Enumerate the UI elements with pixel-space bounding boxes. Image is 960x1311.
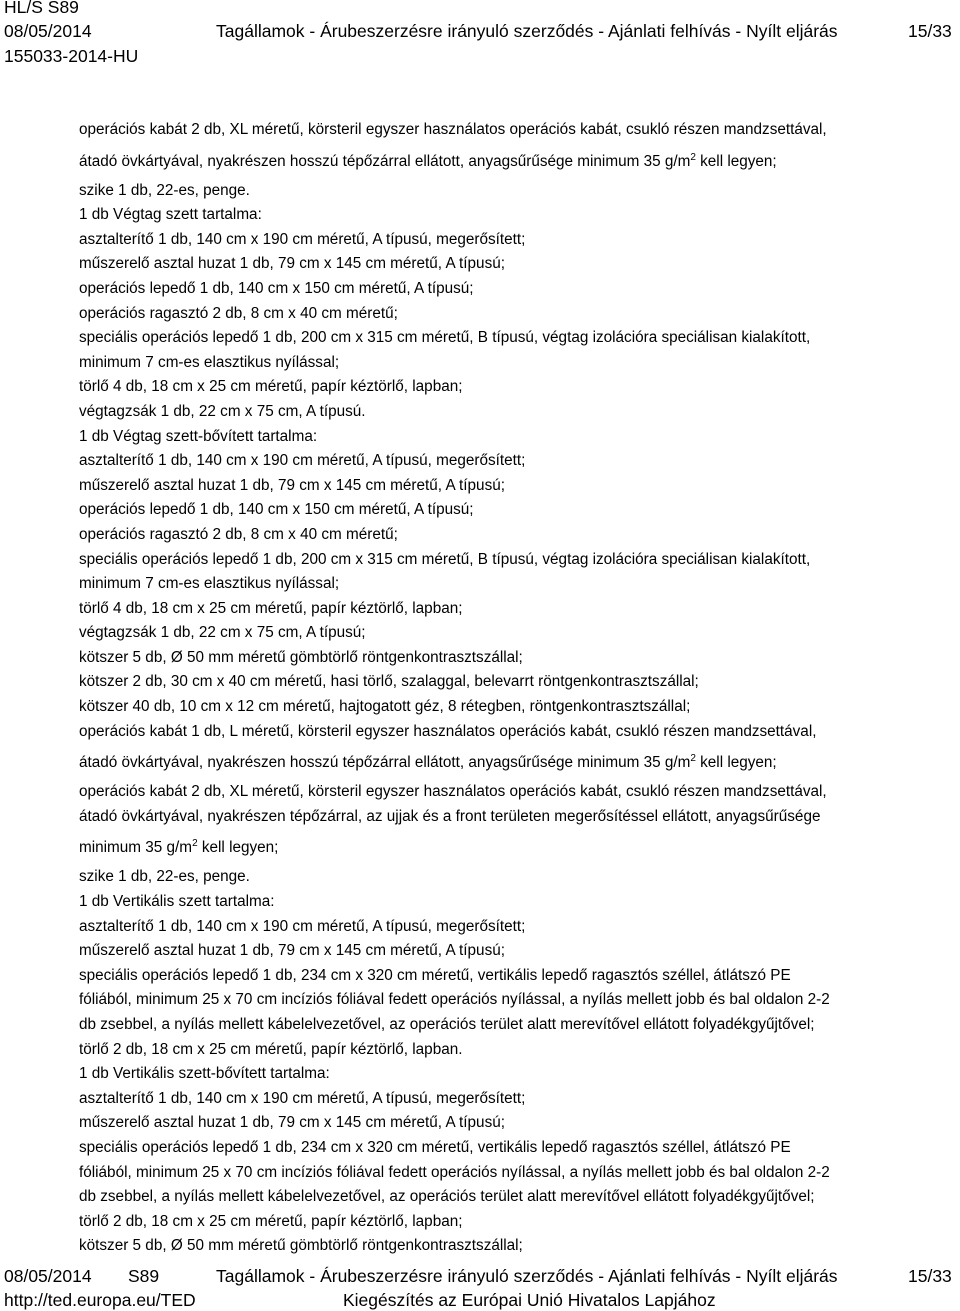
footer-date: 08/05/2014	[4, 1266, 92, 1286]
text-line: asztalterítő 1 db, 140 cm x 190 cm méretű, A típusú, megerősített;	[79, 452, 526, 470]
text-line: minimum 7 cm-es elasztikus nyílással;	[79, 575, 340, 593]
text-line: minimum 35 $g/m^2$ kell legyen;	[79, 838, 279, 857]
text-line: db zsebbel, a nyílás mellett kábelelvezetővel, az operációs terület alatt merevítővel ellátott folyadékgyűjtővel;	[79, 1188, 815, 1206]
section-heading: 1 db Vertikális szett tartalma:	[79, 893, 275, 911]
text-line: operációs ragasztó 2 db, 8 cm x 40 cm méretű;	[79, 525, 398, 543]
footer-title: Tagállamok - Árubeszerzésre irányuló szerződés - Ajánlati felhívás - Nyílt eljárás	[216, 1266, 838, 1286]
notice-id: 155033-2014-HU	[4, 46, 139, 66]
text-line: átadó övkártyával, nyakrészen hosszú tépőzárral ellátott, anyagsűrűsége minimum 35 $g/m^2$ kell legyen;	[79, 753, 777, 772]
text-line: operációs kabát 2 db, XL méretű, körsteril egyszer használatos operációs kabát, csukló részen mandzsettával,	[79, 121, 827, 138]
text-line: db zsebbel, a nyílás mellett kábelelvezetővel, az operációs terület alatt merevítővel ellátott folyadékgyűjtővel;	[79, 1016, 815, 1033]
text-line: speciális operációs lepedő 1 db, 234 cm x 320 cm méretű, vertikális lepedő ragasztós széllel, átlátszó PE	[79, 966, 791, 984]
text-line: törlő 2 db, 18 cm x 25 cm méretű, papír kéztörlő, lapban.	[79, 1040, 463, 1058]
header-date: 08/05/2014	[4, 21, 92, 41]
text-line: törlő 4 db, 18 cm x 25 cm méretű, papír kéztörlő, lapban;	[79, 599, 463, 617]
text-line: műszerelő asztal huzat 1 db, 79 cm x 145 cm méretű, A típusú;	[79, 942, 505, 960]
section-heading: 1 db Végtag szett-bővített tartalma:	[79, 427, 318, 445]
journal-id: HL/S S89	[4, 0, 79, 17]
text-line: speciális operációs lepedő 1 db, 234 cm x 320 cm méretű, vertikális lepedő ragasztós széllel, átlátszó PE	[79, 1138, 791, 1156]
text-line: operációs lepedő 1 db, 140 cm x 150 cm méretű, A típusú;	[79, 501, 474, 519]
footer-series: S89	[128, 1266, 160, 1286]
text-line: fóliából, minimum 25 x 70 cm incíziós fóliával fedett operációs nyílással, a nyílás mellett jobb és bal oldalon 2-2	[79, 1163, 830, 1181]
text-line: fóliából, minimum 25 x 70 cm incíziós fóliával fedett operációs nyílással, a nyílás mellett jobb és bal oldalon 2-2	[79, 991, 830, 1009]
section-heading: 1 db Vertikális szett-bővített tartalma:	[79, 1065, 330, 1083]
text-line: műszerelő asztal huzat 1 db, 79 cm x 145 cm méretű, A típusú;	[79, 255, 505, 273]
text-line: műszerelő asztal huzat 1 db, 79 cm x 145 cm méretű, A típusú;	[79, 476, 505, 494]
text-line: operációs lepedő 1 db, 140 cm x 150 cm méretű, A típusú;	[79, 279, 474, 297]
text-line: asztalterítő 1 db, 140 cm x 190 cm méretű, A típusú, megerősített;	[79, 230, 526, 248]
header-title: Tagállamok - Árubeszerzésre irányuló szerződés - Ajánlati felhívás - Nyílt eljárás	[216, 21, 838, 41]
section-heading: 1 db Végtag szett tartalma:	[79, 206, 262, 224]
text-line: törlő 2 db, 18 cm x 25 cm méretű, papír kéztörlő, lapban;	[79, 1212, 463, 1230]
text-line: asztalterítő 1 db, 140 cm x 190 cm méretű, A típusú, megerősített;	[79, 917, 526, 935]
text-line: operációs kabát 2 db, XL méretű, körsteril egyszer használatos operációs kabát, csukló részen mandzsettával,	[79, 783, 827, 801]
text-line: minimum 7 cm-es elasztikus nyílással;	[79, 353, 340, 371]
text-line: átadó övkártyával, nyakrészen hosszú tépőzárral ellátott, anyagsűrűsége minimum 35 $g/m^2$ kell legyen;	[79, 151, 777, 170]
text-line: asztalterítő 1 db, 140 cm x 190 cm méretű, A típusú, megerősített;	[79, 1089, 526, 1107]
text-line: törlő 4 db, 18 cm x 25 cm méretű, papír kéztörlő, lapban;	[79, 378, 463, 396]
text-line: kötszer 2 db, 30 cm x 40 cm méretű, hasi törlő, szalaggal, belevarrt röntgenkontrasztszállal;	[79, 673, 699, 691]
text-line: végtagzsák 1 db, 22 cm x 75 cm, A típusú.	[79, 402, 366, 420]
text-line: szike 1 db, 22-es, penge.	[79, 181, 250, 199]
text-line: kötszer 5 db, Ø 50 mm méretű gömbtörlő röntgenkontrasztszállal;	[79, 648, 523, 666]
header-page-number: 15/33	[908, 21, 952, 41]
text-line: operációs kabát 1 db, L méretű, körsteril egyszer használatos operációs kabát, csukló részen mandzsettával,	[79, 722, 817, 740]
text-line: speciális operációs lepedő 1 db, 200 cm x 315 cm méretű, B típusú, végtag izolációra speciálisan kialakított,	[79, 329, 811, 347]
text-line: szike 1 db, 22-es, penge.	[79, 868, 250, 886]
text-line: operációs ragasztó 2 db, 8 cm x 40 cm méretű;	[79, 304, 398, 322]
text-line: végtagzsák 1 db, 22 cm x 75 cm, A típusú;	[79, 624, 366, 642]
footer-url-link[interactable]: http://ted.europa.eu/TED	[4, 1290, 196, 1310]
notice-body	[79, 118, 955, 1259]
text-line: átadó övkártyával, nyakrészen tépőzárral, az ujjak és a front területen megerősítéssel ellátott, anyagsűrűsége	[79, 807, 821, 825]
footer-page-number: 15/33	[908, 1266, 952, 1286]
text-line: speciális operációs lepedő 1 db, 200 cm x 315 cm méretű, B típusú, végtag izolációra speciálisan kialakított,	[79, 550, 811, 568]
text-line: műszerelő asztal huzat 1 db, 79 cm x 145 cm méretű, A típusú;	[79, 1114, 505, 1132]
text-line: kötszer 5 db, Ø 50 mm méretű gömbtörlő röntgenkontrasztszállal;	[79, 1237, 523, 1255]
text-line: kötszer 40 db, 10 cm x 12 cm méretű, hajtogatott géz, 8 rétegben, röntgenkontrasztszállal;	[79, 698, 691, 716]
footer-supplement: Kiegészítés az Európai Unió Hivatalos Lapjához	[343, 1290, 716, 1310]
